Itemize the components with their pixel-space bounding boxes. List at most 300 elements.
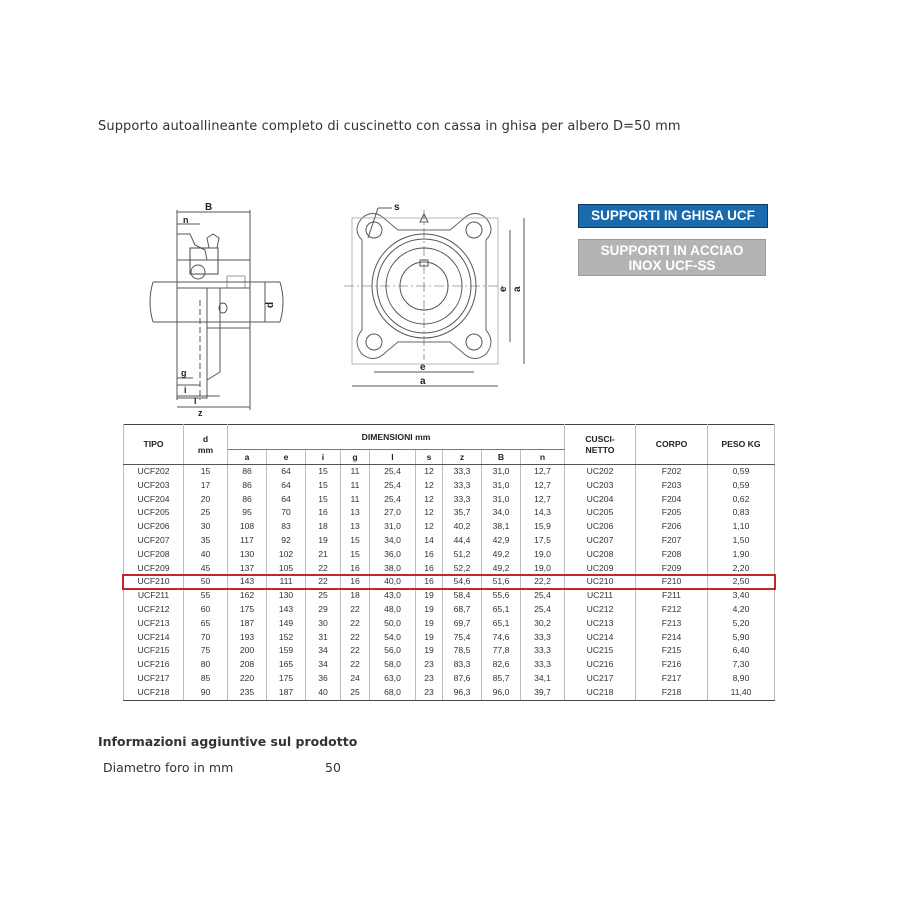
cell-d: 45: [184, 562, 228, 576]
cell-l: 31,0: [370, 520, 416, 534]
table-row: [124, 686, 775, 700]
cell-s: 12: [416, 465, 443, 479]
cell-s: 12: [416, 479, 443, 493]
cell-corpo: F216: [636, 658, 708, 672]
cell-z: 78,5: [443, 644, 482, 658]
cell-cuscinetto: UC208: [565, 548, 636, 562]
cell-tipo: UCF214: [124, 631, 184, 645]
cell-corpo: F209: [636, 562, 708, 576]
table-row: [124, 548, 775, 562]
cell-B: 31,0: [482, 493, 521, 507]
cell-i: 34: [306, 658, 341, 672]
cell-cuscinetto: UC206: [565, 520, 636, 534]
cell-l: 68,0: [370, 686, 416, 700]
header-tipo: TIPO: [124, 425, 184, 465]
table-row: [124, 631, 775, 645]
cell-i: 36: [306, 672, 341, 686]
cell-peso: 1,50: [708, 534, 775, 548]
label-s: s: [394, 202, 400, 213]
cell-corpo: F215: [636, 644, 708, 658]
cell-corpo: F206: [636, 520, 708, 534]
cell-a: 200: [228, 644, 267, 658]
cell-n: 14,3: [521, 506, 565, 520]
header-n: n: [521, 450, 565, 465]
cell-g: 22: [341, 617, 370, 631]
cell-i: 16: [306, 506, 341, 520]
cell-n: 12,7: [521, 493, 565, 507]
cell-tipo: UCF215: [124, 644, 184, 658]
cell-e: 64: [267, 465, 306, 479]
cell-s: 12: [416, 520, 443, 534]
cell-corpo: F213: [636, 617, 708, 631]
cell-n: 25,4: [521, 589, 565, 603]
cell-a: 117: [228, 534, 267, 548]
cell-cuscinetto: UC217: [565, 672, 636, 686]
cell-cuscinetto: UC213: [565, 617, 636, 631]
cell-tipo: UCF212: [124, 603, 184, 617]
cell-n: 22,2: [521, 575, 565, 589]
cell-s: 23: [416, 686, 443, 700]
cell-a: 137: [228, 562, 267, 576]
cell-i: 15: [306, 479, 341, 493]
cell-n: 25,4: [521, 603, 565, 617]
cell-B: 49,2: [482, 562, 521, 576]
cell-cuscinetto: UC211: [565, 589, 636, 603]
header-cuscinetto-line2: NETTO: [585, 444, 615, 455]
cell-peso: 5,20: [708, 617, 775, 631]
spec-table-container: [123, 424, 775, 701]
cell-g: 18: [341, 589, 370, 603]
cell-cuscinetto: UC205: [565, 506, 636, 520]
cell-tipo: UCF208: [124, 548, 184, 562]
cell-l: 34,0: [370, 534, 416, 548]
cell-n: 34,1: [521, 672, 565, 686]
cell-s: 16: [416, 548, 443, 562]
cell-B: 31,0: [482, 479, 521, 493]
cell-n: 19,0: [521, 562, 565, 576]
cell-s: 19: [416, 631, 443, 645]
cell-g: 16: [341, 575, 370, 589]
cell-B: 65,1: [482, 603, 521, 617]
cell-l: 43,0: [370, 589, 416, 603]
cell-n: 19,0: [521, 548, 565, 562]
cell-peso: 5,90: [708, 631, 775, 645]
label-B: B: [205, 202, 213, 213]
link-inox-line2: INOX UCF-SS: [628, 258, 716, 273]
table-row: [124, 534, 775, 548]
cell-peso: 4,20: [708, 603, 775, 617]
cell-cuscinetto: UC203: [565, 479, 636, 493]
cell-corpo: F204: [636, 493, 708, 507]
additional-info-title: Informazioni aggiuntive sul prodotto: [98, 734, 358, 749]
cell-e: 70: [267, 506, 306, 520]
cell-cuscinetto: UC210: [565, 575, 636, 589]
cell-l: 27,0: [370, 506, 416, 520]
cell-i: 25: [306, 589, 341, 603]
cell-l: 63,0: [370, 672, 416, 686]
header-i: i: [306, 450, 341, 465]
table-row: [124, 562, 775, 576]
cell-z: 35,7: [443, 506, 482, 520]
cell-B: 82,6: [482, 658, 521, 672]
cell-l: 54,0: [370, 631, 416, 645]
table-row: [124, 672, 775, 686]
cell-tipo: UCF216: [124, 658, 184, 672]
cell-a: 86: [228, 493, 267, 507]
cell-a: 193: [228, 631, 267, 645]
cell-tipo: UCF210: [124, 575, 184, 589]
cell-s: 14: [416, 534, 443, 548]
table-row: [124, 575, 775, 589]
cell-n: 15,9: [521, 520, 565, 534]
cell-a: 95: [228, 506, 267, 520]
cell-e: 92: [267, 534, 306, 548]
cell-i: 30: [306, 617, 341, 631]
cell-g: 24: [341, 672, 370, 686]
cell-cuscinetto: UC215: [565, 644, 636, 658]
cell-z: 54,6: [443, 575, 482, 589]
cell-l: 36,0: [370, 548, 416, 562]
cell-s: 19: [416, 617, 443, 631]
cell-e: 175: [267, 672, 306, 686]
cell-s: 19: [416, 603, 443, 617]
cell-peso: 6,40: [708, 644, 775, 658]
cell-g: 15: [341, 548, 370, 562]
table-row: [124, 506, 775, 520]
cell-cuscinetto: UC216: [565, 658, 636, 672]
cell-z: 87,6: [443, 672, 482, 686]
label-e-horizontal: e: [420, 362, 426, 373]
cell-a: 86: [228, 465, 267, 479]
label-i: i: [184, 385, 187, 395]
header-a: a: [228, 450, 267, 465]
cell-B: 49,2: [482, 548, 521, 562]
link-supporti-ghisa-ucf[interactable]: [578, 204, 768, 228]
cell-g: 22: [341, 631, 370, 645]
cell-corpo: F203: [636, 479, 708, 493]
cell-g: 13: [341, 506, 370, 520]
spec-table: [123, 424, 775, 701]
cell-e: 83: [267, 520, 306, 534]
cell-d: 90: [184, 686, 228, 700]
cell-peso: 3,40: [708, 589, 775, 603]
cell-z: 44,4: [443, 534, 482, 548]
table-row: [124, 603, 775, 617]
cell-d: 40: [184, 548, 228, 562]
header-d-line2: mm: [197, 444, 214, 455]
cell-i: 22: [306, 575, 341, 589]
label-g: g: [181, 368, 187, 378]
label-a-vertical: a: [512, 286, 523, 292]
cell-corpo: F205: [636, 506, 708, 520]
cell-peso: 1,90: [708, 548, 775, 562]
cell-s: 19: [416, 644, 443, 658]
cell-B: 34,0: [482, 506, 521, 520]
cell-a: 208: [228, 658, 267, 672]
cell-cuscinetto: UC212: [565, 603, 636, 617]
cell-a: 108: [228, 520, 267, 534]
cell-l: 25,4: [370, 479, 416, 493]
label-e-vertical: e: [498, 286, 509, 292]
table-row: [124, 493, 775, 507]
header-cuscinetto-line1: CUSCI-: [585, 433, 615, 444]
cell-B: 42,9: [482, 534, 521, 548]
cell-s: 23: [416, 658, 443, 672]
cell-peso: 0,83: [708, 506, 775, 520]
cell-d: 75: [184, 644, 228, 658]
cell-tipo: UCF218: [124, 686, 184, 700]
cell-d: 85: [184, 672, 228, 686]
header-s: s: [416, 450, 443, 465]
cell-i: 21: [306, 548, 341, 562]
header-l: l: [370, 450, 416, 465]
label-d: d: [265, 301, 276, 308]
cell-peso: 0,59: [708, 479, 775, 493]
cell-d: 55: [184, 589, 228, 603]
label-n: n: [183, 215, 189, 225]
cell-s: 16: [416, 562, 443, 576]
cell-l: 56,0: [370, 644, 416, 658]
table-row: [124, 479, 775, 493]
cell-z: 83,3: [443, 658, 482, 672]
front-view-drawing: [340, 200, 530, 395]
cell-peso: 11,40: [708, 686, 775, 700]
cell-z: 33,3: [443, 465, 482, 479]
cell-s: 12: [416, 493, 443, 507]
cell-corpo: F208: [636, 548, 708, 562]
cell-B: 85,7: [482, 672, 521, 686]
cell-corpo: F212: [636, 603, 708, 617]
cell-z: 69,7: [443, 617, 482, 631]
cell-e: 102: [267, 548, 306, 562]
cell-g: 22: [341, 644, 370, 658]
label-z: z: [198, 408, 203, 418]
cell-g: 22: [341, 658, 370, 672]
cell-d: 15: [184, 465, 228, 479]
cell-z: 75,4: [443, 631, 482, 645]
cell-n: 33,3: [521, 644, 565, 658]
cell-l: 40,0: [370, 575, 416, 589]
cell-e: 130: [267, 589, 306, 603]
product-description: Supporto autoallineante completo di cuscinetto con cassa in ghisa per albero D=50 mm: [98, 119, 681, 134]
cell-d: 35: [184, 534, 228, 548]
cell-i: 15: [306, 465, 341, 479]
side-view-drawing: [145, 200, 295, 420]
header-z: z: [443, 450, 482, 465]
cell-corpo: F202: [636, 465, 708, 479]
header-B: B: [482, 450, 521, 465]
cell-d: 70: [184, 631, 228, 645]
label-a-horizontal: a: [420, 376, 426, 387]
cell-B: 77,8: [482, 644, 521, 658]
info-diametro-value: 50: [325, 760, 341, 775]
cell-cuscinetto: UC202: [565, 465, 636, 479]
cell-tipo: UCF213: [124, 617, 184, 631]
cell-d: 60: [184, 603, 228, 617]
table-row: [124, 465, 775, 479]
cell-z: 51,2: [443, 548, 482, 562]
cell-B: 74,6: [482, 631, 521, 645]
cell-a: 130: [228, 548, 267, 562]
cell-e: 64: [267, 493, 306, 507]
header-dimensioni: DIMENSIONI mm: [228, 425, 565, 450]
cell-d: 17: [184, 479, 228, 493]
cell-l: 25,4: [370, 493, 416, 507]
cell-e: 159: [267, 644, 306, 658]
cell-s: 19: [416, 589, 443, 603]
cell-g: 16: [341, 562, 370, 576]
cell-tipo: UCF206: [124, 520, 184, 534]
cell-tipo: UCF211: [124, 589, 184, 603]
cell-i: 31: [306, 631, 341, 645]
link-inox-line1: SUPPORTI IN ACCIAO: [600, 243, 744, 258]
cell-s: 23: [416, 672, 443, 686]
table-row: [124, 644, 775, 658]
cell-corpo: F217: [636, 672, 708, 686]
cell-peso: 0,62: [708, 493, 775, 507]
cell-e: 152: [267, 631, 306, 645]
cell-d: 50: [184, 575, 228, 589]
header-peso: PESO KG: [708, 425, 775, 465]
cell-z: 33,3: [443, 479, 482, 493]
cell-tipo: UCF209: [124, 562, 184, 576]
cell-peso: 2,50: [708, 575, 775, 589]
spec-table-body: [124, 465, 775, 701]
cell-a: 86: [228, 479, 267, 493]
cell-n: 12,7: [521, 479, 565, 493]
cell-B: 38,1: [482, 520, 521, 534]
cell-e: 64: [267, 479, 306, 493]
cell-tipo: UCF207: [124, 534, 184, 548]
cell-d: 30: [184, 520, 228, 534]
cell-peso: 8,90: [708, 672, 775, 686]
cell-z: 58,4: [443, 589, 482, 603]
cell-i: 29: [306, 603, 341, 617]
cell-d: 80: [184, 658, 228, 672]
cell-g: 15: [341, 534, 370, 548]
header-e: e: [267, 450, 306, 465]
cell-cuscinetto: UC207: [565, 534, 636, 548]
cell-cuscinetto: UC214: [565, 631, 636, 645]
cell-n: 33,3: [521, 658, 565, 672]
cell-tipo: UCF217: [124, 672, 184, 686]
cell-a: 175: [228, 603, 267, 617]
cell-cuscinetto: UC204: [565, 493, 636, 507]
header-corpo: CORPO: [636, 425, 708, 465]
cell-d: 65: [184, 617, 228, 631]
info-diametro-label: Diametro foro in mm: [103, 760, 234, 775]
cell-B: 31,0: [482, 465, 521, 479]
cell-e: 111: [267, 575, 306, 589]
cell-z: 68,7: [443, 603, 482, 617]
cell-peso: 1,10: [708, 520, 775, 534]
cell-g: 11: [341, 479, 370, 493]
cell-n: 17,5: [521, 534, 565, 548]
cell-l: 50,0: [370, 617, 416, 631]
cell-cuscinetto: UC209: [565, 562, 636, 576]
header-d: [184, 425, 228, 465]
cell-e: 149: [267, 617, 306, 631]
cell-n: 30,2: [521, 617, 565, 631]
cell-l: 48,0: [370, 603, 416, 617]
cell-z: 33,3: [443, 493, 482, 507]
cell-z: 40,2: [443, 520, 482, 534]
cell-n: 12,7: [521, 465, 565, 479]
cell-l: 38,0: [370, 562, 416, 576]
cell-tipo: UCF205: [124, 506, 184, 520]
cell-n: 39,7: [521, 686, 565, 700]
cell-e: 105: [267, 562, 306, 576]
link-supporti-ghisa-label: SUPPORTI IN GHISA UCF: [591, 208, 755, 223]
cell-g: 11: [341, 493, 370, 507]
cell-g: 11: [341, 465, 370, 479]
cell-a: 187: [228, 617, 267, 631]
cell-peso: 7,30: [708, 658, 775, 672]
cell-n: 33,3: [521, 631, 565, 645]
link-supporti-inox-ucf-ss[interactable]: [578, 239, 766, 276]
cell-tipo: UCF202: [124, 465, 184, 479]
cell-e: 187: [267, 686, 306, 700]
cell-cuscinetto: UC218: [565, 686, 636, 700]
cell-B: 55,6: [482, 589, 521, 603]
cell-tipo: UCF203: [124, 479, 184, 493]
cell-B: 51,6: [482, 575, 521, 589]
cell-i: 34: [306, 644, 341, 658]
cell-i: 22: [306, 562, 341, 576]
cell-d: 25: [184, 506, 228, 520]
cell-d: 20: [184, 493, 228, 507]
header-d-line1: d: [202, 433, 209, 444]
cell-i: 18: [306, 520, 341, 534]
cell-z: 52,2: [443, 562, 482, 576]
cell-s: 12: [416, 506, 443, 520]
cell-i: 19: [306, 534, 341, 548]
cell-B: 65,1: [482, 617, 521, 631]
cell-s: 16: [416, 575, 443, 589]
cell-a: 235: [228, 686, 267, 700]
cell-peso: 0,59: [708, 465, 775, 479]
cell-a: 220: [228, 672, 267, 686]
cell-B: 96,0: [482, 686, 521, 700]
cell-e: 143: [267, 603, 306, 617]
cell-l: 58,0: [370, 658, 416, 672]
cell-tipo: UCF204: [124, 493, 184, 507]
cell-e: 165: [267, 658, 306, 672]
cell-g: 25: [341, 686, 370, 700]
cell-i: 15: [306, 493, 341, 507]
cell-peso: 2,20: [708, 562, 775, 576]
table-row: [124, 520, 775, 534]
table-row: [124, 589, 775, 603]
cell-i: 40: [306, 686, 341, 700]
cell-g: 13: [341, 520, 370, 534]
cell-corpo: F214: [636, 631, 708, 645]
cell-corpo: F210: [636, 575, 708, 589]
label-l: l: [194, 396, 197, 406]
table-row: [124, 617, 775, 631]
cell-a: 162: [228, 589, 267, 603]
cell-corpo: F211: [636, 589, 708, 603]
cell-corpo: F218: [636, 686, 708, 700]
cell-g: 22: [341, 603, 370, 617]
header-g: g: [341, 450, 370, 465]
cell-a: 143: [228, 575, 267, 589]
cell-corpo: F207: [636, 534, 708, 548]
cell-z: 96,3: [443, 686, 482, 700]
cell-l: 25,4: [370, 465, 416, 479]
header-cuscinetto: [565, 425, 636, 465]
table-row: [124, 658, 775, 672]
